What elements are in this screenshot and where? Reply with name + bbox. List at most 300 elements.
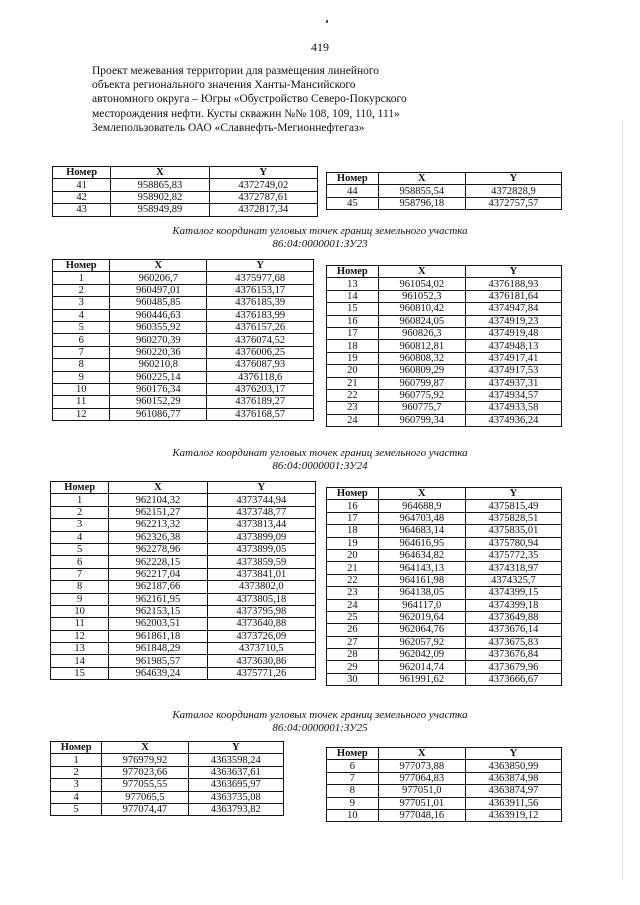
point-number-cell: 13 <box>327 278 379 290</box>
scan-mark <box>326 20 328 23</box>
x-coordinate-cell: 962151,27 <box>109 506 207 518</box>
point-number-cell: 1 <box>53 272 110 284</box>
point-number-cell: 16 <box>327 500 379 512</box>
y-coordinate-cell: 4374936,24 <box>465 414 561 426</box>
point-number-cell: 24 <box>327 414 379 426</box>
x-coordinate-cell: 976979,92 <box>102 754 188 766</box>
table-row <box>327 278 562 290</box>
table-row <box>327 290 562 302</box>
point-number-cell: 15 <box>51 667 109 679</box>
column-header: X <box>110 260 207 272</box>
table-row <box>51 519 316 531</box>
table-row <box>53 383 314 395</box>
coordinates-table <box>52 166 318 217</box>
table-row <box>53 272 314 284</box>
table-row <box>53 359 314 371</box>
y-coordinate-cell: 4363637,61 <box>188 766 283 778</box>
table-row <box>51 655 316 667</box>
table-row <box>51 754 284 766</box>
table-row <box>53 309 314 321</box>
point-number-cell: 16 <box>327 315 379 327</box>
x-coordinate-cell: 958865,83 <box>111 179 209 191</box>
point-number-cell: 28 <box>327 649 379 661</box>
x-coordinate-cell: 960210,8 <box>110 359 207 371</box>
table-row <box>327 549 562 561</box>
x-coordinate-cell: 960799,34 <box>378 414 465 426</box>
point-number-cell: 13 <box>51 643 109 655</box>
y-coordinate-cell: 4372749,02 <box>209 179 317 191</box>
point-number-cell: 22 <box>327 574 379 586</box>
table-header-row <box>327 266 562 278</box>
y-coordinate-cell: 4363793,82 <box>188 803 283 815</box>
x-coordinate-cell: 962217,04 <box>109 568 207 580</box>
x-coordinate-cell: 960812,81 <box>378 340 465 352</box>
table-row <box>327 525 562 537</box>
point-number-cell: 4 <box>51 531 109 543</box>
point-number-cell: 45 <box>327 197 379 209</box>
point-number-cell: 14 <box>51 655 109 667</box>
header-line: объекта регионального значения Ханты-Мансийского <box>92 79 356 92</box>
x-coordinate-cell: 962019,64 <box>378 611 465 623</box>
x-coordinate-cell: 960497,01 <box>110 284 207 296</box>
table-row <box>51 593 316 605</box>
table-header-row <box>53 167 318 179</box>
caption-cadastral-number: 86:04:0000001:ЗУ25 <box>272 721 368 734</box>
coordinates-table <box>50 741 284 816</box>
point-number-cell: 5 <box>51 803 102 815</box>
y-coordinate-cell: 4374318,97 <box>465 562 561 574</box>
y-coordinate-cell: 4373899,09 <box>207 531 315 543</box>
y-coordinate-cell: 4373813,44 <box>207 519 315 531</box>
x-coordinate-cell: 962057,92 <box>378 636 465 648</box>
table-row <box>51 581 316 593</box>
point-number-cell: 18 <box>327 525 379 537</box>
column-header: Y <box>209 167 317 179</box>
x-coordinate-cell: 964639,24 <box>109 667 207 679</box>
y-coordinate-cell: 4375771,26 <box>207 667 315 679</box>
x-coordinate-cell: 964161,98 <box>378 574 465 586</box>
x-coordinate-cell: 958902,82 <box>111 191 209 203</box>
table-row <box>327 574 562 586</box>
y-coordinate-cell: 4374919,48 <box>465 327 561 339</box>
y-coordinate-cell: 4375780,94 <box>465 537 561 549</box>
y-coordinate-cell: 4373649,88 <box>465 611 561 623</box>
table-row <box>327 809 562 821</box>
x-coordinate-cell: 960446,63 <box>110 309 207 321</box>
y-coordinate-cell: 4376203,17 <box>207 383 314 395</box>
y-coordinate-cell: 4373710,5 <box>207 643 315 655</box>
table-row <box>51 494 316 506</box>
column-header: Y <box>465 266 561 278</box>
point-number-cell: 12 <box>53 408 110 420</box>
y-coordinate-cell: 4373795,98 <box>207 605 315 617</box>
y-coordinate-cell: 4373676,14 <box>465 624 561 636</box>
table-row <box>53 204 318 216</box>
table-row <box>51 618 316 630</box>
x-coordinate-cell: 960810,42 <box>378 303 465 315</box>
y-coordinate-cell: 4373726,09 <box>207 630 315 642</box>
caption-title: Каталог координат угловых точек границ земельного участка <box>172 447 468 459</box>
y-coordinate-cell: 4376157,26 <box>207 321 314 333</box>
point-number-cell: 1 <box>51 494 109 506</box>
point-number-cell: 15 <box>327 303 379 315</box>
x-coordinate-cell: 962042,09 <box>378 649 465 661</box>
y-coordinate-cell: 4374948,13 <box>465 340 561 352</box>
table-row <box>327 772 562 784</box>
table-header-row <box>327 173 562 185</box>
table-row <box>53 179 318 191</box>
header-line: Проект межевания территории для размещения линейного <box>92 65 380 77</box>
y-coordinate-cell: 4376074,52 <box>207 334 314 346</box>
x-coordinate-cell: 962104,32 <box>109 494 207 506</box>
y-coordinate-cell: 4375772,35 <box>465 549 561 561</box>
table-row <box>327 661 562 673</box>
point-number-cell: 8 <box>327 785 379 797</box>
table-row <box>53 396 314 408</box>
table-row <box>51 506 316 518</box>
catalog-caption-zu23 <box>0 225 640 250</box>
x-coordinate-cell: 964634,82 <box>378 549 465 561</box>
x-coordinate-cell: 960824,05 <box>378 315 465 327</box>
table-row <box>327 303 562 315</box>
x-coordinate-cell: 960206,7 <box>110 272 207 284</box>
table-row <box>327 624 562 636</box>
x-coordinate-cell: 960808,32 <box>378 352 465 364</box>
x-coordinate-cell: 960809,29 <box>378 365 465 377</box>
x-coordinate-cell: 964703,48 <box>378 512 465 524</box>
y-coordinate-cell: 4376183,99 <box>207 309 314 321</box>
point-number-cell: 44 <box>327 185 379 197</box>
x-coordinate-cell: 977074,47 <box>102 803 188 815</box>
x-coordinate-cell: 958949,89 <box>111 204 209 216</box>
table-row <box>53 334 314 346</box>
y-coordinate-cell: 4373859,59 <box>207 556 315 568</box>
table-header-row <box>327 748 562 760</box>
point-number-cell: 10 <box>51 605 109 617</box>
x-coordinate-cell: 961086,77 <box>110 408 207 420</box>
x-coordinate-cell: 977064,83 <box>378 772 465 784</box>
x-coordinate-cell: 961991,62 <box>378 673 465 685</box>
column-header: X <box>378 266 465 278</box>
table-row <box>53 408 314 420</box>
point-number-cell: 21 <box>327 562 379 574</box>
y-coordinate-cell: 4374934,57 <box>465 389 561 401</box>
y-coordinate-cell: 4363850,99 <box>465 760 561 772</box>
y-coordinate-cell: 4363874,97 <box>465 785 561 797</box>
x-coordinate-cell: 962153,15 <box>109 605 207 617</box>
point-number-cell: 2 <box>53 284 110 296</box>
point-number-cell: 14 <box>327 290 379 302</box>
table-row <box>327 340 562 352</box>
x-coordinate-cell: 977051,0 <box>378 785 465 797</box>
column-header: Y <box>207 260 314 272</box>
y-coordinate-cell: 4375815,49 <box>465 500 561 512</box>
table-row <box>51 643 316 655</box>
header-line: месторождения нефти. Кусты скважин №№ 108, 109, 110, 111» <box>92 107 400 120</box>
y-coordinate-cell: 4372757,57 <box>465 197 561 209</box>
y-coordinate-cell: 4374917,53 <box>465 365 561 377</box>
x-coordinate-cell: 961052,3 <box>378 290 465 302</box>
table-row <box>327 389 562 401</box>
point-number-cell: 11 <box>53 396 110 408</box>
table-row <box>327 599 562 611</box>
y-coordinate-cell: 4374399,18 <box>465 599 561 611</box>
column-header: Номер <box>51 482 109 494</box>
table-row <box>53 191 318 203</box>
x-coordinate-cell: 960152,29 <box>110 396 207 408</box>
x-coordinate-cell: 958796,18 <box>378 197 465 209</box>
table-row <box>327 587 562 599</box>
document-header <box>92 64 452 135</box>
point-number-cell: 12 <box>51 630 109 642</box>
table-row <box>327 673 562 685</box>
point-number-cell: 17 <box>327 327 379 339</box>
caption-cadastral-number: 86:04:0000001:ЗУ24 <box>272 459 368 472</box>
point-number-cell: 3 <box>51 779 102 791</box>
table-row <box>327 365 562 377</box>
x-coordinate-cell: 960485,85 <box>110 297 207 309</box>
x-coordinate-cell: 977073,88 <box>378 760 465 772</box>
y-coordinate-cell: 4376189,27 <box>207 396 314 408</box>
x-coordinate-cell: 964616,95 <box>378 537 465 549</box>
column-header: Номер <box>327 173 379 185</box>
coordinates-table <box>52 259 314 421</box>
coordinates-table <box>326 172 562 210</box>
y-coordinate-cell: 4373802,0 <box>207 581 315 593</box>
table-row <box>327 562 562 574</box>
table-row <box>53 297 314 309</box>
x-coordinate-cell: 977023,66 <box>102 766 188 778</box>
catalog-caption-zu24 <box>0 447 640 472</box>
y-coordinate-cell: 4373676,84 <box>465 649 561 661</box>
x-coordinate-cell: 962228,15 <box>109 556 207 568</box>
point-number-cell: 7 <box>53 346 110 358</box>
header-line: автономного округа – Югры «Обустройство Северо-Покурского <box>92 93 407 106</box>
point-number-cell: 26 <box>327 624 379 636</box>
y-coordinate-cell: 4376118,6 <box>207 371 314 383</box>
y-coordinate-cell: 4373744,94 <box>207 494 315 506</box>
point-number-cell: 9 <box>53 371 110 383</box>
y-coordinate-cell: 4363919,12 <box>465 809 561 821</box>
point-number-cell: 23 <box>327 587 379 599</box>
table-row <box>51 779 284 791</box>
point-number-cell: 22 <box>327 389 379 401</box>
point-number-cell: 42 <box>53 191 111 203</box>
point-number-cell: 9 <box>327 797 379 809</box>
x-coordinate-cell: 960799,87 <box>378 377 465 389</box>
point-number-cell: 29 <box>327 661 379 673</box>
x-coordinate-cell: 960225,14 <box>110 371 207 383</box>
y-coordinate-cell: 4372817,34 <box>209 204 317 216</box>
caption-cadastral-number: 86:04:0000001:ЗУ23 <box>272 237 368 250</box>
column-header: Номер <box>327 748 379 760</box>
point-number-cell: 5 <box>51 543 109 555</box>
point-number-cell: 6 <box>53 334 110 346</box>
column-header: Y <box>207 482 315 494</box>
column-header: X <box>378 748 465 760</box>
point-number-cell: 17 <box>327 512 379 524</box>
table-header-row <box>327 488 562 500</box>
point-number-cell: 19 <box>327 352 379 364</box>
y-coordinate-cell: 4375977,68 <box>207 272 314 284</box>
coordinates-table <box>326 487 562 686</box>
x-coordinate-cell: 964688,9 <box>378 500 465 512</box>
y-coordinate-cell: 4363911,56 <box>465 797 561 809</box>
point-number-cell: 5 <box>53 321 110 333</box>
table-header-row <box>51 482 316 494</box>
column-header: Y <box>465 488 561 500</box>
y-coordinate-cell: 4373630,86 <box>207 655 315 667</box>
point-number-cell: 24 <box>327 599 379 611</box>
y-coordinate-cell: 4374917,41 <box>465 352 561 364</box>
table-row <box>327 797 562 809</box>
y-coordinate-cell: 4373666,67 <box>465 673 561 685</box>
table-row <box>327 649 562 661</box>
point-number-cell: 9 <box>51 593 109 605</box>
point-number-cell: 4 <box>53 309 110 321</box>
table-row <box>51 543 316 555</box>
table-row <box>327 327 562 339</box>
x-coordinate-cell: 962064,76 <box>378 624 465 636</box>
point-number-cell: 10 <box>53 383 110 395</box>
point-number-cell: 7 <box>51 568 109 580</box>
x-coordinate-cell: 962213,32 <box>109 519 207 531</box>
y-coordinate-cell: 4373748,77 <box>207 506 315 518</box>
y-coordinate-cell: 4363695,97 <box>188 779 283 791</box>
catalog-caption-zu25 <box>0 709 640 734</box>
x-coordinate-cell: 964138,05 <box>378 587 465 599</box>
y-coordinate-cell: 4376185,39 <box>207 297 314 309</box>
point-number-cell: 20 <box>327 549 379 561</box>
column-header: X <box>109 482 207 494</box>
point-number-cell: 7 <box>327 772 379 784</box>
x-coordinate-cell: 961054,02 <box>378 278 465 290</box>
point-number-cell: 27 <box>327 636 379 648</box>
y-coordinate-cell: 4373805,18 <box>207 593 315 605</box>
y-coordinate-cell: 4372787,61 <box>209 191 317 203</box>
column-header: X <box>102 742 188 754</box>
table-row <box>51 766 284 778</box>
table-row <box>51 556 316 568</box>
point-number-cell: 3 <box>51 519 109 531</box>
x-coordinate-cell: 962014,74 <box>378 661 465 673</box>
point-number-cell: 2 <box>51 506 109 518</box>
x-coordinate-cell: 962161,95 <box>109 593 207 605</box>
x-coordinate-cell: 962326,38 <box>109 531 207 543</box>
table-header-row <box>53 260 314 272</box>
y-coordinate-cell: 4374919,23 <box>465 315 561 327</box>
y-coordinate-cell: 4376087,93 <box>207 359 314 371</box>
point-number-cell: 8 <box>51 581 109 593</box>
x-coordinate-cell: 977065,5 <box>102 791 188 803</box>
y-coordinate-cell: 4374325,7 <box>465 574 561 586</box>
table-row <box>327 500 562 512</box>
point-number-cell: 19 <box>327 537 379 549</box>
column-header: Номер <box>53 167 111 179</box>
x-coordinate-cell: 964117,0 <box>378 599 465 611</box>
x-coordinate-cell: 962003,51 <box>109 618 207 630</box>
x-coordinate-cell: 960220,36 <box>110 346 207 358</box>
x-coordinate-cell: 961985,57 <box>109 655 207 667</box>
point-number-cell: 43 <box>53 204 111 216</box>
point-number-cell: 6 <box>51 556 109 568</box>
coordinates-table <box>326 747 562 822</box>
x-coordinate-cell: 962187,66 <box>109 581 207 593</box>
y-coordinate-cell: 4373841,01 <box>207 568 315 580</box>
table-row <box>51 667 316 679</box>
header-line: Землепользователь ОАО «Славнефть-Мегионнефтегаз» <box>92 121 365 134</box>
x-coordinate-cell: 977048,16 <box>378 809 465 821</box>
x-coordinate-cell: 977055,55 <box>102 779 188 791</box>
y-coordinate-cell: 4376153,17 <box>207 284 314 296</box>
table-row <box>327 611 562 623</box>
y-coordinate-cell: 4376006,25 <box>207 346 314 358</box>
y-coordinate-cell: 4376188,93 <box>465 278 561 290</box>
x-coordinate-cell: 960775,92 <box>378 389 465 401</box>
y-coordinate-cell: 4363735,08 <box>188 791 283 803</box>
table-row <box>327 760 562 772</box>
caption-title: Каталог координат угловых точек границ земельного участка <box>172 225 468 237</box>
point-number-cell: 1 <box>51 754 102 766</box>
x-coordinate-cell: 960775,7 <box>378 402 465 414</box>
table-row <box>51 803 284 815</box>
x-coordinate-cell: 977051,01 <box>378 797 465 809</box>
point-number-cell: 11 <box>51 618 109 630</box>
y-coordinate-cell: 4374947,84 <box>465 303 561 315</box>
table-row <box>327 512 562 524</box>
x-coordinate-cell: 962278,96 <box>109 543 207 555</box>
table-row <box>327 197 562 209</box>
y-coordinate-cell: 4373899,05 <box>207 543 315 555</box>
x-coordinate-cell: 960176,34 <box>110 383 207 395</box>
column-header: Номер <box>327 266 379 278</box>
table-row <box>53 321 314 333</box>
table-row <box>327 785 562 797</box>
y-coordinate-cell: 4375828,51 <box>465 512 561 524</box>
coordinates-table <box>50 481 316 680</box>
table-row <box>327 352 562 364</box>
table-row <box>53 346 314 358</box>
table-row <box>327 377 562 389</box>
point-number-cell: 10 <box>327 809 379 821</box>
point-number-cell: 23 <box>327 402 379 414</box>
table-row <box>327 537 562 549</box>
y-coordinate-cell: 4374933,58 <box>465 402 561 414</box>
point-number-cell: 25 <box>327 611 379 623</box>
table-row <box>327 402 562 414</box>
column-header: Y <box>465 173 561 185</box>
column-header: Y <box>465 748 561 760</box>
point-number-cell: 3 <box>53 297 110 309</box>
x-coordinate-cell: 960355,92 <box>110 321 207 333</box>
point-number-cell: 41 <box>53 179 111 191</box>
table-row <box>53 371 314 383</box>
x-coordinate-cell: 960826,3 <box>378 327 465 339</box>
table-row <box>53 284 314 296</box>
column-header: X <box>378 173 465 185</box>
point-number-cell: 20 <box>327 365 379 377</box>
y-coordinate-cell: 4375835,01 <box>465 525 561 537</box>
point-number-cell: 2 <box>51 766 102 778</box>
y-coordinate-cell: 4373640,88 <box>207 618 315 630</box>
column-header: Номер <box>327 488 379 500</box>
y-coordinate-cell: 4363874,98 <box>465 772 561 784</box>
coordinates-table <box>326 265 562 427</box>
caption-title: Каталог координат угловых точек границ земельного участка <box>172 709 468 721</box>
y-coordinate-cell: 4374399,15 <box>465 587 561 599</box>
column-header: Номер <box>51 742 102 754</box>
x-coordinate-cell: 964683,14 <box>378 525 465 537</box>
